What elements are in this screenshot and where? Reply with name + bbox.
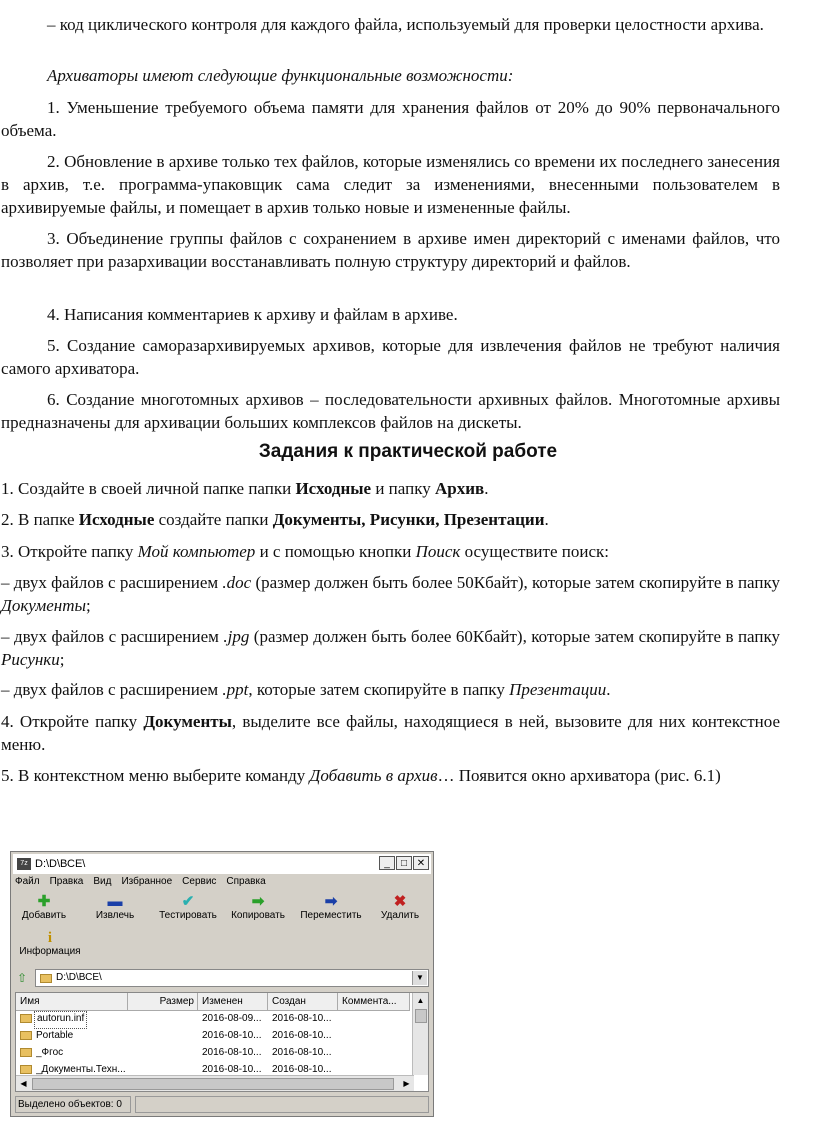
test-button[interactable]	[153, 894, 223, 921]
extract-label: Извлечь	[95, 910, 135, 921]
file-created: 2016-08-10...	[272, 1047, 332, 1058]
file-modified: 2016-08-10...	[202, 1047, 262, 1058]
task-3-jpg: – двух файлов с расширением .jpg (размер должен быть более 60Кбайт), которые затем скопируйте в папку Рисунки;	[1, 627, 780, 669]
scroll-thumb[interactable]	[415, 1009, 427, 1023]
move-label: Переместить	[300, 910, 362, 921]
info-icon: i	[47, 930, 53, 946]
menu-bar	[15, 876, 266, 887]
folder-icon	[20, 1011, 32, 1027]
paragraph-feature-3: 3. Объединение группы файлов с сохранением в архиве имен директорий с именами файлов, что позволяет при разархивации восстанавливать полную структуру директорий и файлов.	[1, 229, 780, 271]
horizontal-scrollbar[interactable]	[16, 1075, 414, 1091]
file-list	[15, 992, 429, 1092]
task-3-doc: – двух файлов с расширением .doc (размер должен быть более 50Кбайт), которые затем скопируйте в папку Документы;	[1, 573, 780, 615]
file-modified: 2016-08-10...	[202, 1030, 262, 1041]
address-text: D:\D\ВСЕ\	[56, 972, 102, 983]
menu-tools[interactable]: Сервис	[182, 876, 217, 887]
file-created: 2016-08-10...	[272, 1030, 332, 1041]
close-button[interactable]: ✕	[413, 856, 429, 870]
minimize-button[interactable]: _	[379, 856, 395, 870]
chevron-down-icon[interactable]: ▼	[412, 971, 427, 985]
delete-button[interactable]	[375, 894, 425, 921]
folder-icon	[40, 974, 52, 983]
paragraph-feature-1: 1. Уменьшение требуемого объема памяти для хранения файлов от 20% до 90% первоначального объема.	[1, 98, 780, 140]
check-icon: ✔	[181, 893, 195, 910]
add-button[interactable]	[15, 894, 73, 921]
menu-favorites[interactable]: Избранное	[121, 876, 173, 887]
file-list-header	[16, 993, 410, 1011]
extract-button[interactable]	[87, 894, 143, 921]
menu-file[interactable]: Файл	[15, 876, 40, 887]
task-3: 3. Откройте папку Мой компьютер и с помощью кнопки Поиск осуществите поиск:	[1, 542, 609, 561]
status-empty	[135, 1096, 429, 1113]
column-created[interactable]: Создан	[268, 993, 338, 1010]
minus-icon: ▬	[107, 893, 123, 910]
paragraph-feature-2: 2. Обновление в архиве только тех файлов, которые изменялись со времени их последнего занесения в архив, т.е. программа-упаковщик сама следит за изменениями, внесенными пользователем в архивируемые файлы, и помещает в архив только новые и измененные файлы.	[1, 152, 780, 217]
task-2: 2. В папке Исходные создайте папки Документы, Рисунки, Презентации.	[1, 510, 549, 529]
column-modified[interactable]: Изменен	[198, 993, 268, 1010]
paragraph-feature-4: 4. Написания комментариев к архиву и файлам в архиве.	[47, 305, 458, 324]
copy-button[interactable]	[225, 894, 291, 921]
file-row[interactable]	[16, 1045, 410, 1061]
plus-icon: ✚	[37, 893, 51, 910]
file-created: 2016-08-10...	[272, 1013, 332, 1024]
task-4: 4. Откройте папку Документы, выделите все файлы, находящиеся в ней, вызовите для них контекстное меню.	[1, 712, 780, 754]
add-label: Добавить	[21, 910, 67, 921]
file-name: autorun.inf	[34, 1011, 87, 1029]
toolbar	[15, 894, 429, 964]
copy-label: Копировать	[231, 910, 285, 921]
menu-view[interactable]: Вид	[93, 876, 112, 887]
up-folder-icon[interactable]: ⇧	[17, 971, 28, 985]
file-row[interactable]	[16, 1028, 410, 1044]
task-3-ppt: – двух файлов с расширением .ppt, которые затем скопируйте в папку Презентации.	[1, 680, 611, 699]
scroll-left-icon[interactable]: ◀	[20, 1079, 27, 1088]
menu-edit[interactable]: Правка	[49, 876, 84, 887]
delete-label: Удалить	[380, 910, 420, 921]
status-bar	[15, 1096, 429, 1114]
test-label: Тестировать	[159, 910, 217, 921]
file-row[interactable]	[16, 1011, 410, 1027]
file-name: _Документы.Техн...	[36, 1064, 126, 1075]
paragraph-feature-5: 5. Создание саморазархивируемых архивов, которые для извлечения файлов не требуют наличия самого архиватора.	[1, 336, 780, 378]
window-titlebar	[13, 854, 431, 874]
paragraph-crc: – код циклического контроля для каждого файла, используемый для проверки целостности архива.	[47, 15, 764, 34]
move-button[interactable]	[295, 894, 367, 921]
task-5: 5. В контекстном меню выберите команду Добавить в архив… Появится окно архиватора (рис. 6.1)	[1, 766, 721, 785]
archiver-window-screenshot	[10, 851, 434, 1117]
column-comment[interactable]: Коммента...	[338, 993, 410, 1010]
file-modified: 2016-08-10...	[202, 1064, 262, 1075]
hscroll-thumb[interactable]	[32, 1078, 394, 1090]
paragraph-features-intro: Архиваторы имеют следующие функциональные возможности:	[47, 66, 514, 85]
file-created: 2016-08-10...	[272, 1064, 332, 1075]
move-arrow-icon: ➡	[324, 893, 338, 910]
address-bar	[15, 969, 429, 987]
info-button[interactable]	[15, 930, 85, 957]
paragraph-feature-6: 6. Создание многотомных архивов – последовательности архивных файлов. Многотомные архивы предназначены для архивации больших комплексов файлов на дискеты.	[1, 390, 780, 432]
task-1: 1. Создайте в своей личной папке папки Исходные и папку Архив.	[1, 479, 489, 498]
file-name: _Фгос	[36, 1047, 64, 1058]
copy-arrow-icon: ➡	[251, 893, 265, 910]
status-selected: Выделено объектов: 0	[15, 1096, 131, 1113]
column-name[interactable]: Имя	[16, 993, 128, 1010]
file-name: Portable	[36, 1030, 74, 1041]
column-size[interactable]: Размер	[128, 993, 198, 1010]
info-label: Информация	[19, 946, 81, 957]
scroll-up-icon[interactable]: ▲	[416, 996, 425, 1005]
folder-icon	[20, 1028, 32, 1044]
delete-x-icon: ✖	[393, 893, 407, 910]
window-title: D:\D\ВСЕ\	[35, 858, 86, 870]
vertical-scrollbar[interactable]	[412, 993, 428, 1075]
menu-help[interactable]: Справка	[226, 876, 266, 887]
address-input[interactable]	[35, 969, 429, 987]
folder-icon	[20, 1045, 32, 1061]
app-7z-icon: 7z	[17, 858, 31, 870]
scroll-right-icon[interactable]: ▶	[403, 1079, 410, 1088]
maximize-button[interactable]: □	[396, 856, 412, 870]
section-title: Задания к практической работе	[258, 441, 558, 462]
file-modified: 2016-08-09...	[202, 1013, 262, 1024]
